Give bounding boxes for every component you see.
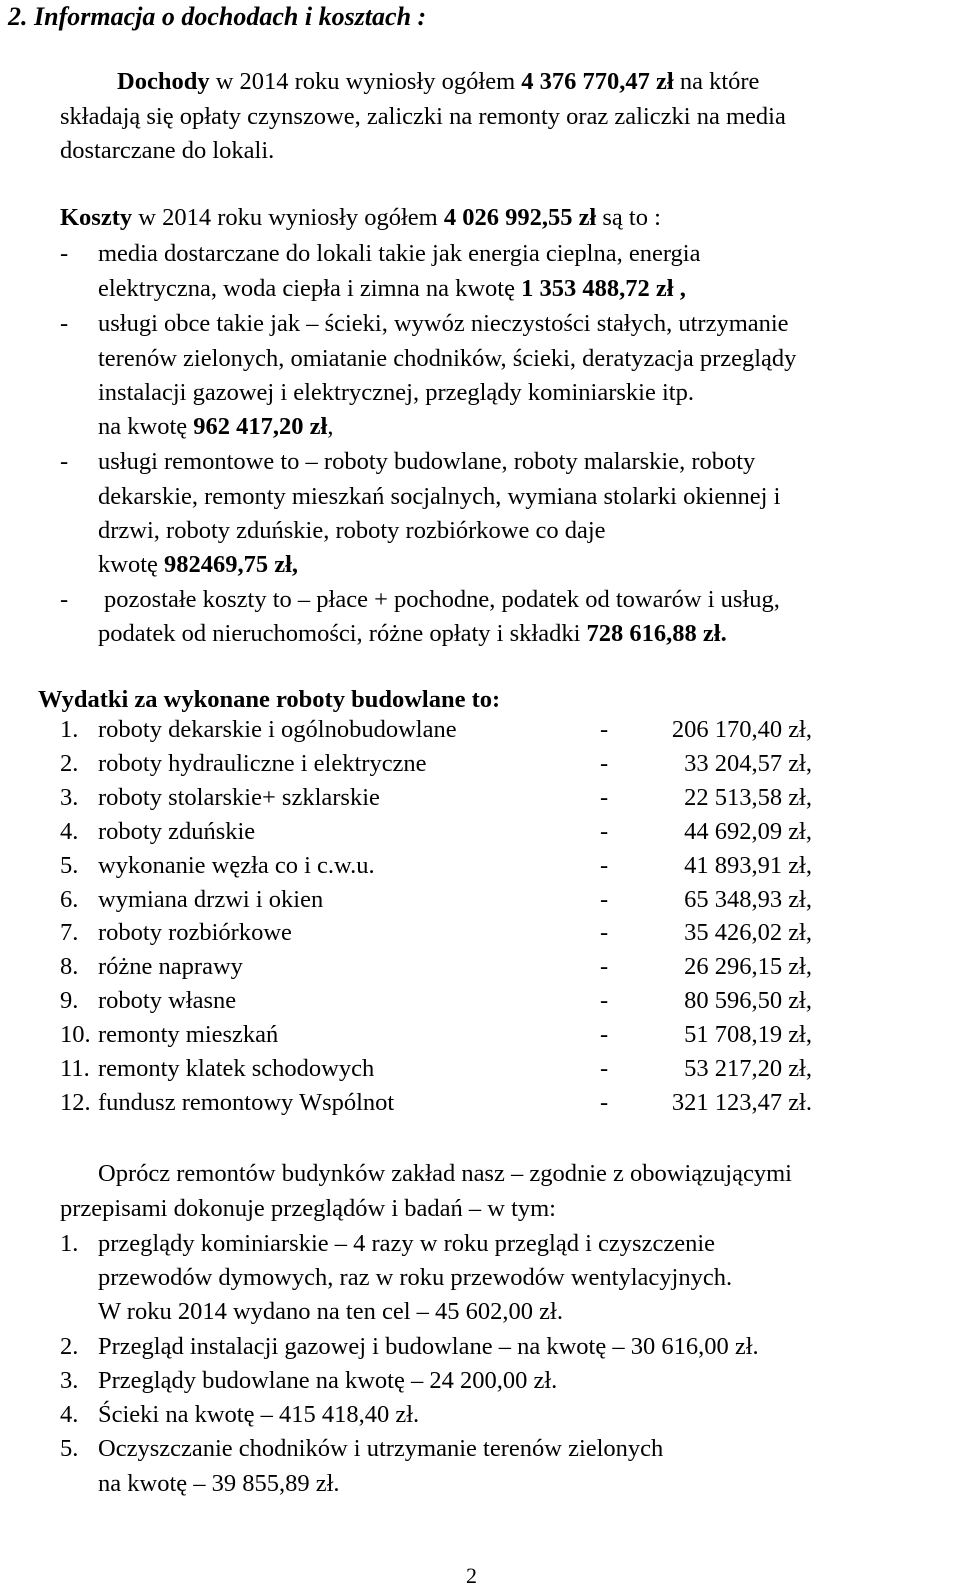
cost-item-2-line-3: instalacji gazowej i elektrycznej, przeglądy kominiarskie itp.	[98, 379, 694, 406]
expense-number: 7.	[60, 919, 79, 946]
income-amount: 4 376 770,47 zł	[521, 68, 674, 95]
expense-number: 6.	[60, 886, 79, 913]
cost-item-3-line-3: drzwi, roboty zduńskie, roboty rozbiórkowe co daje	[98, 517, 606, 544]
expense-amount: 22 513,58 zł,	[684, 784, 812, 811]
costs-lead: Koszty	[60, 204, 133, 231]
costs-intro	[60, 206, 661, 231]
inspection-1-line-2: przewodów dymowych, raz w roku przewodów wentylacyjnych.	[98, 1264, 733, 1291]
expense-amount: 80 596,50 zł,	[684, 987, 812, 1014]
expense-dash: -	[600, 987, 609, 1014]
expense-label: różne naprawy	[98, 953, 243, 980]
page-number: 2	[466, 1563, 477, 1588]
income-line-2: składają się opłaty czynszowe, zaliczki na remonty oraz zaliczki na media	[60, 103, 786, 130]
income-lead: Dochody	[117, 68, 210, 95]
income-line-1	[117, 70, 759, 95]
expense-number: 2.	[60, 750, 79, 777]
inspection-3-num: 3.	[60, 1367, 79, 1394]
expense-number: 8.	[60, 953, 79, 980]
inspection-5-num: 5.	[60, 1435, 79, 1462]
costs-text-2: są to :	[596, 204, 661, 231]
expense-label: roboty stolarskie+ szklarskie	[98, 784, 380, 811]
expense-amount: 35 426,02 zł,	[684, 919, 812, 946]
cost-item-1-amount: 1 353 488,72 zł	[521, 275, 674, 302]
cost-item-4-line-1: pozostałe koszty to – płace + pochodne, podatek od towarów i usług,	[104, 586, 780, 613]
cost-item-4-text: podatek od nieruchomości, różne opłaty i składki	[98, 620, 587, 647]
cost-item-3-text: kwotę	[98, 551, 164, 578]
expense-label: roboty własne	[98, 987, 237, 1014]
cost-item-2-text: na kwotę	[98, 413, 194, 440]
cost-item-3-line-4	[98, 553, 298, 578]
expense-number: 4.	[60, 818, 79, 845]
income-text-2: na które	[673, 68, 760, 95]
inspections-intro-1: Oprócz remontów budynków zakład nasz – zgodnie z obowiązującymi	[98, 1160, 792, 1187]
expense-amount: 41 893,91 zł,	[684, 852, 812, 879]
expense-number: 3.	[60, 784, 79, 811]
expense-dash: -	[600, 953, 609, 980]
expense-dash: -	[600, 852, 609, 879]
cost-item-1-line-2	[98, 277, 686, 302]
expense-number: 10.	[60, 1021, 91, 1048]
cost-item-2-suffix: ,	[327, 413, 334, 440]
inspection-4-num: 4.	[60, 1401, 79, 1428]
inspection-1-num: 1.	[60, 1230, 79, 1257]
cost-item-3-marker: -	[60, 448, 69, 475]
expense-dash: -	[600, 1089, 609, 1116]
expense-dash: -	[600, 818, 609, 845]
expense-number: 1.	[60, 716, 79, 743]
expense-number: 12.	[60, 1089, 91, 1116]
expense-label: remonty mieszkań	[98, 1021, 279, 1048]
cost-item-3-line-1: usługi remontowe to – roboty budowlane, roboty malarskie, roboty	[98, 448, 756, 475]
expense-dash: -	[600, 716, 609, 743]
inspection-4-line-1: Ścieki na kwotę – 415 418,40 zł.	[98, 1401, 420, 1428]
expense-amount: 53 217,20 zł,	[684, 1055, 812, 1082]
expense-amount: 26 296,15 zł,	[684, 953, 812, 980]
expenses-heading: Wydatki za wykonane roboty budowlane to:	[38, 686, 501, 713]
inspection-5-line-1: Oczyszczanie chodników i utrzymanie terenów zielonych	[98, 1435, 664, 1462]
cost-item-1-suffix: ,	[673, 275, 686, 302]
inspection-2-num: 2.	[60, 1333, 79, 1360]
expense-label: roboty rozbiórkowe	[98, 919, 292, 946]
cost-item-1-marker: -	[60, 240, 69, 267]
section-title: 2. Informacja o dochodach i kosztach :	[8, 2, 427, 31]
cost-item-3-amount: 982469,75 zł,	[164, 551, 299, 578]
costs-text-1: w 2014 roku wyniosły ogółem	[132, 204, 444, 231]
cost-item-2-line-4	[98, 415, 333, 440]
expense-label: roboty dekarskie i ogólnobudowlane	[98, 716, 457, 743]
inspection-5-line-2: na kwotę – 39 855,89 zł.	[98, 1470, 340, 1497]
expense-number: 5.	[60, 852, 79, 879]
expense-dash: -	[600, 750, 609, 777]
cost-item-1-line-1: media dostarczane do lokali takie jak energia cieplna, energia	[98, 240, 701, 267]
inspection-1-line-3: W roku 2014 wydano na ten cel – 45 602,00 zł.	[98, 1298, 563, 1325]
inspection-1-line-1: przeglądy kominiarskie – 4 razy w roku przegląd i czyszczenie	[98, 1230, 715, 1257]
expense-number: 9.	[60, 987, 79, 1014]
expense-amount: 51 708,19 zł,	[684, 1021, 812, 1048]
inspections-intro-2: przepisami dokonuje przeglądów i badań – w tym:	[60, 1195, 556, 1222]
expense-dash: -	[600, 886, 609, 913]
costs-amount: 4 026 992,55 zł	[443, 204, 597, 231]
cost-item-2-line-1: usługi obce takie jak – ścieki, wywóz nieczystości stałych, utrzymanie	[98, 310, 789, 337]
expense-label: roboty zduńskie	[98, 818, 256, 845]
cost-item-3-line-2: dekarskie, remonty mieszkań socjalnych, wymiana stolarki okiennej i	[98, 483, 781, 510]
expense-label: wymiana drzwi i okien	[98, 886, 324, 913]
expense-dash: -	[600, 1055, 609, 1082]
expense-label: remonty klatek schodowych	[98, 1055, 375, 1082]
expense-label: wykonanie węzła co i c.w.u.	[98, 852, 375, 879]
cost-item-2-marker: -	[60, 310, 69, 337]
cost-item-4-marker: -	[60, 586, 69, 613]
cost-item-4-amount: 728 616,88 zł.	[586, 620, 727, 647]
cost-item-4-line-2	[98, 622, 727, 647]
expense-label: fundusz remontowy Wspólnot	[98, 1089, 395, 1116]
cost-item-2-line-2: terenów zielonych, omiatanie chodników, ścieki, deratyzacja przeglądy	[98, 345, 797, 372]
expense-dash: -	[600, 1021, 609, 1048]
expense-amount: 321 123,47 zł.	[671, 1089, 812, 1116]
expense-number: 11.	[60, 1055, 90, 1082]
income-text-1: w 2014 roku wyniosły ogółem	[209, 68, 522, 95]
expense-amount: 65 348,93 zł,	[684, 886, 812, 913]
cost-item-1-text: elektryczna, woda ciepła i zimna na kwotę	[98, 275, 522, 302]
expense-label: roboty hydrauliczne i elektryczne	[98, 750, 427, 777]
cost-item-2-amount: 962 417,20 zł	[193, 413, 328, 440]
expense-amount: 44 692,09 zł,	[684, 818, 812, 845]
expense-dash: -	[600, 784, 609, 811]
inspection-3-line-1: Przeglądy budowlane na kwotę – 24 200,00 zł.	[98, 1367, 558, 1394]
inspection-2-line-1: Przegląd instalacji gazowej i budowlane – na kwotę – 30 616,00 zł.	[98, 1333, 759, 1360]
expense-amount: 33 204,57 zł,	[684, 750, 812, 777]
expense-amount: 206 170,40 zł,	[671, 716, 812, 743]
expense-dash: -	[600, 919, 609, 946]
income-line-3: dostarczane do lokali.	[60, 137, 275, 164]
